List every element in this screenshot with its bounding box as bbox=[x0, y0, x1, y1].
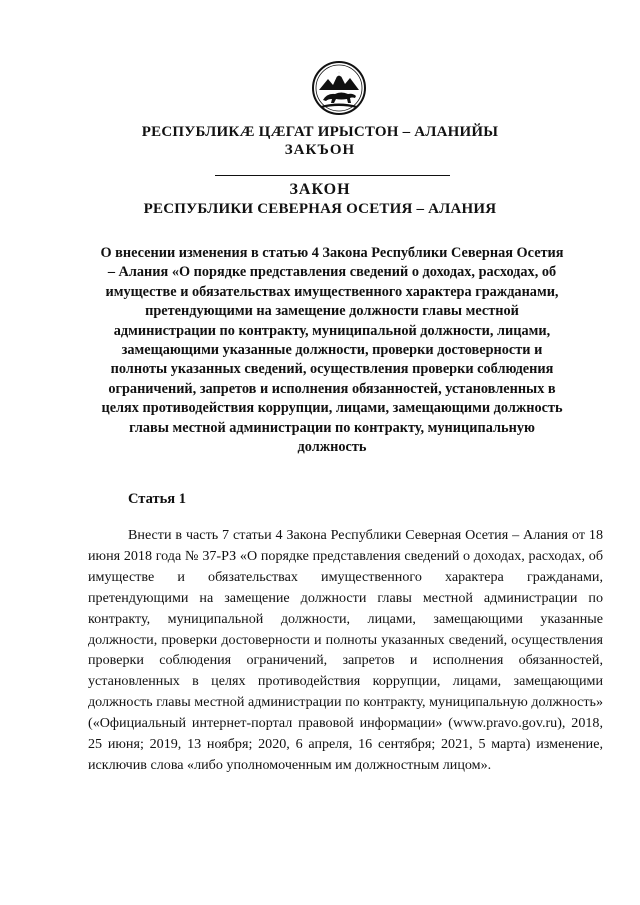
russian-law-word: ЗАКОН bbox=[289, 181, 351, 198]
header-divider bbox=[215, 175, 450, 176]
ossetian-law-word: ЗАКЪОН bbox=[284, 142, 356, 158]
article-heading: Статья 1 bbox=[128, 491, 186, 507]
law-name: О внесении изменения в статью 4 Закона Республики Северная Осетия – Алания «О порядке представления сведений о доходах, расходах, об имуществе и обязательствах имущественного характера гражданами, претендующими на замещение должности главы местной администрации по контракту, муниципальной должности, лицами, замещающими указанные должности, проверки достоверности и полноты указанных сведений, осуществления проверки соблюдения ограничений, запретов и исполнения обязанностей, установленных в целях противодействия коррупции, лицами, замещающими должность главы местной администрации по контракту, муниципальную должность bbox=[100, 245, 564, 456]
article-body-text: Внести в часть 7 статьи 4 Закона Республики Северная Осетия – Алания от 18 июня 2018 года № 37-РЗ «О порядке представления сведений о доходах, расходах, об имуществе и обязательствах имущественного характера гражданами, претендующими на замещение должности главы местной администрации по контракту, муниципальной должности, лицами, замещающими указанные должности, проверки достоверности и полноты указанных сведений, осуществления проверки соблюдения ограничений, запретов и исполнения обязанностей, установленных в целях противодействия коррупции, лицами, замещающими должность главы местной администрации по контракту, муниципальную должность» («Официальный интернет-портал правовой информации» (www.pravo.gov.ru), 2018, 25 июня; 2019, 13 ноября; 2020, 6 апреля, 16 сентября; 2021, 5 марта) изменение, исключив слова «либо уполномоченным им должностным лицом». bbox=[88, 527, 603, 773]
russian-republic-title: РЕСПУБЛИКИ СЕВЕРНАЯ ОСЕТИЯ – АЛАНИЯ bbox=[143, 201, 497, 217]
coat-of-arms-icon bbox=[311, 60, 367, 116]
ossetian-republic-title: РЕСПУБЛИКÆ ЦÆГАТ ИРЫСТОН – АЛАНИЙЫ bbox=[141, 124, 499, 140]
